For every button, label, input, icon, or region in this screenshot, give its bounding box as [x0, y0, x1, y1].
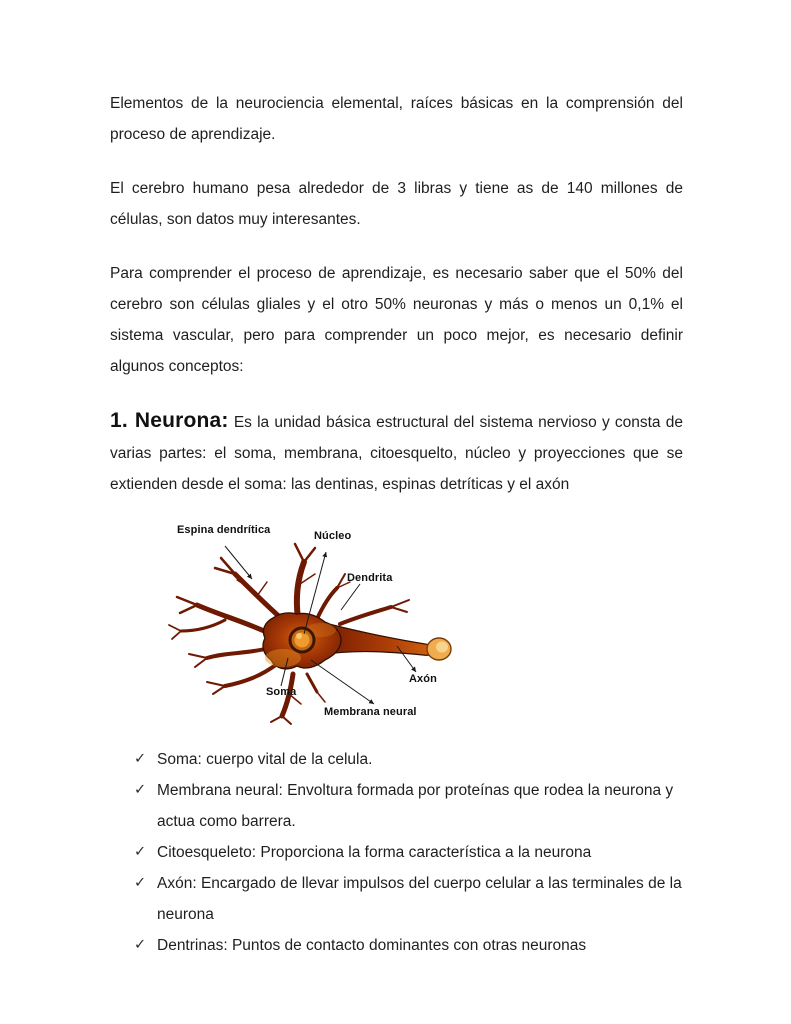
section-heading-text: Es la unidad básica estructural del sistema nervioso y consta de varias partes: el soma, membrana, citoesquelto, núcleo y proyecciones que se extienden desde el soma: las dentinas, espinas detríticas y el axón: [110, 414, 683, 493]
paragraph-intro: Elementos de la neurociencia elemental, raíces básicas en la comprensión del proceso de aprendizaje.: [110, 95, 683, 143]
label-espina-dendritica: Espina dendrítica: [177, 524, 271, 536]
definition-list: [110, 744, 683, 961]
list-item-text: Dentrinas: Puntos de contacto dominantes con otras neuronas: [157, 937, 587, 954]
neuron-illustration: [165, 522, 467, 730]
label-soma: Soma: [266, 686, 297, 698]
list-item-text: Citoesqueleto: Proporciona la forma característica a la neurona: [157, 844, 592, 861]
list-item: [110, 837, 683, 868]
list-item-text: Soma: cuerpo vital de la celula.: [157, 751, 373, 768]
label-nucleo: Núcleo: [314, 530, 352, 542]
list-item-text: Axón: Encargado de llevar impulsos del cuerpo celular a las terminales de la neurona: [157, 875, 682, 923]
section-neurona: [110, 405, 683, 500]
label-membrana-neural: Membrana neural: [324, 706, 417, 718]
list-item: [110, 744, 683, 775]
checkmark-icon: ✓: [134, 751, 147, 767]
label-dendrita: Dendrita: [347, 572, 393, 584]
list-item: [110, 868, 683, 930]
bulb-highlight: [436, 642, 448, 653]
checkmark-icon: ✓: [134, 782, 147, 798]
list-item: [110, 775, 683, 837]
list-item-text: Membrana neural: Envoltura formada por proteínas que rodea la neurona y actua como barrera.: [157, 782, 674, 830]
checkmark-icon: ✓: [134, 875, 147, 891]
nucleus-highlight: [296, 633, 302, 639]
checkmark-icon: ✓: [134, 844, 147, 860]
paragraph-concepts: Para comprender el proceso de aprendizaje, es necesario saber que el 50% del cerebro son células gliales y el otro 50% neuronas y más o menos un 0,1% el sistema vascular, pero para comprender un poco mejor, es necesario definir algunos conceptos:: [110, 265, 683, 375]
list-item: [110, 930, 683, 961]
section-heading-neurona: 1. Neurona:: [110, 409, 229, 432]
checkmark-icon: ✓: [134, 937, 147, 953]
paragraph-brain-facts: El cerebro humano pesa alrededor de 3 libras y tiene as de 140 millones de células, son datos muy interesantes.: [110, 180, 683, 228]
neuron-figure: [165, 522, 467, 730]
label-axon: Axón: [409, 673, 437, 685]
